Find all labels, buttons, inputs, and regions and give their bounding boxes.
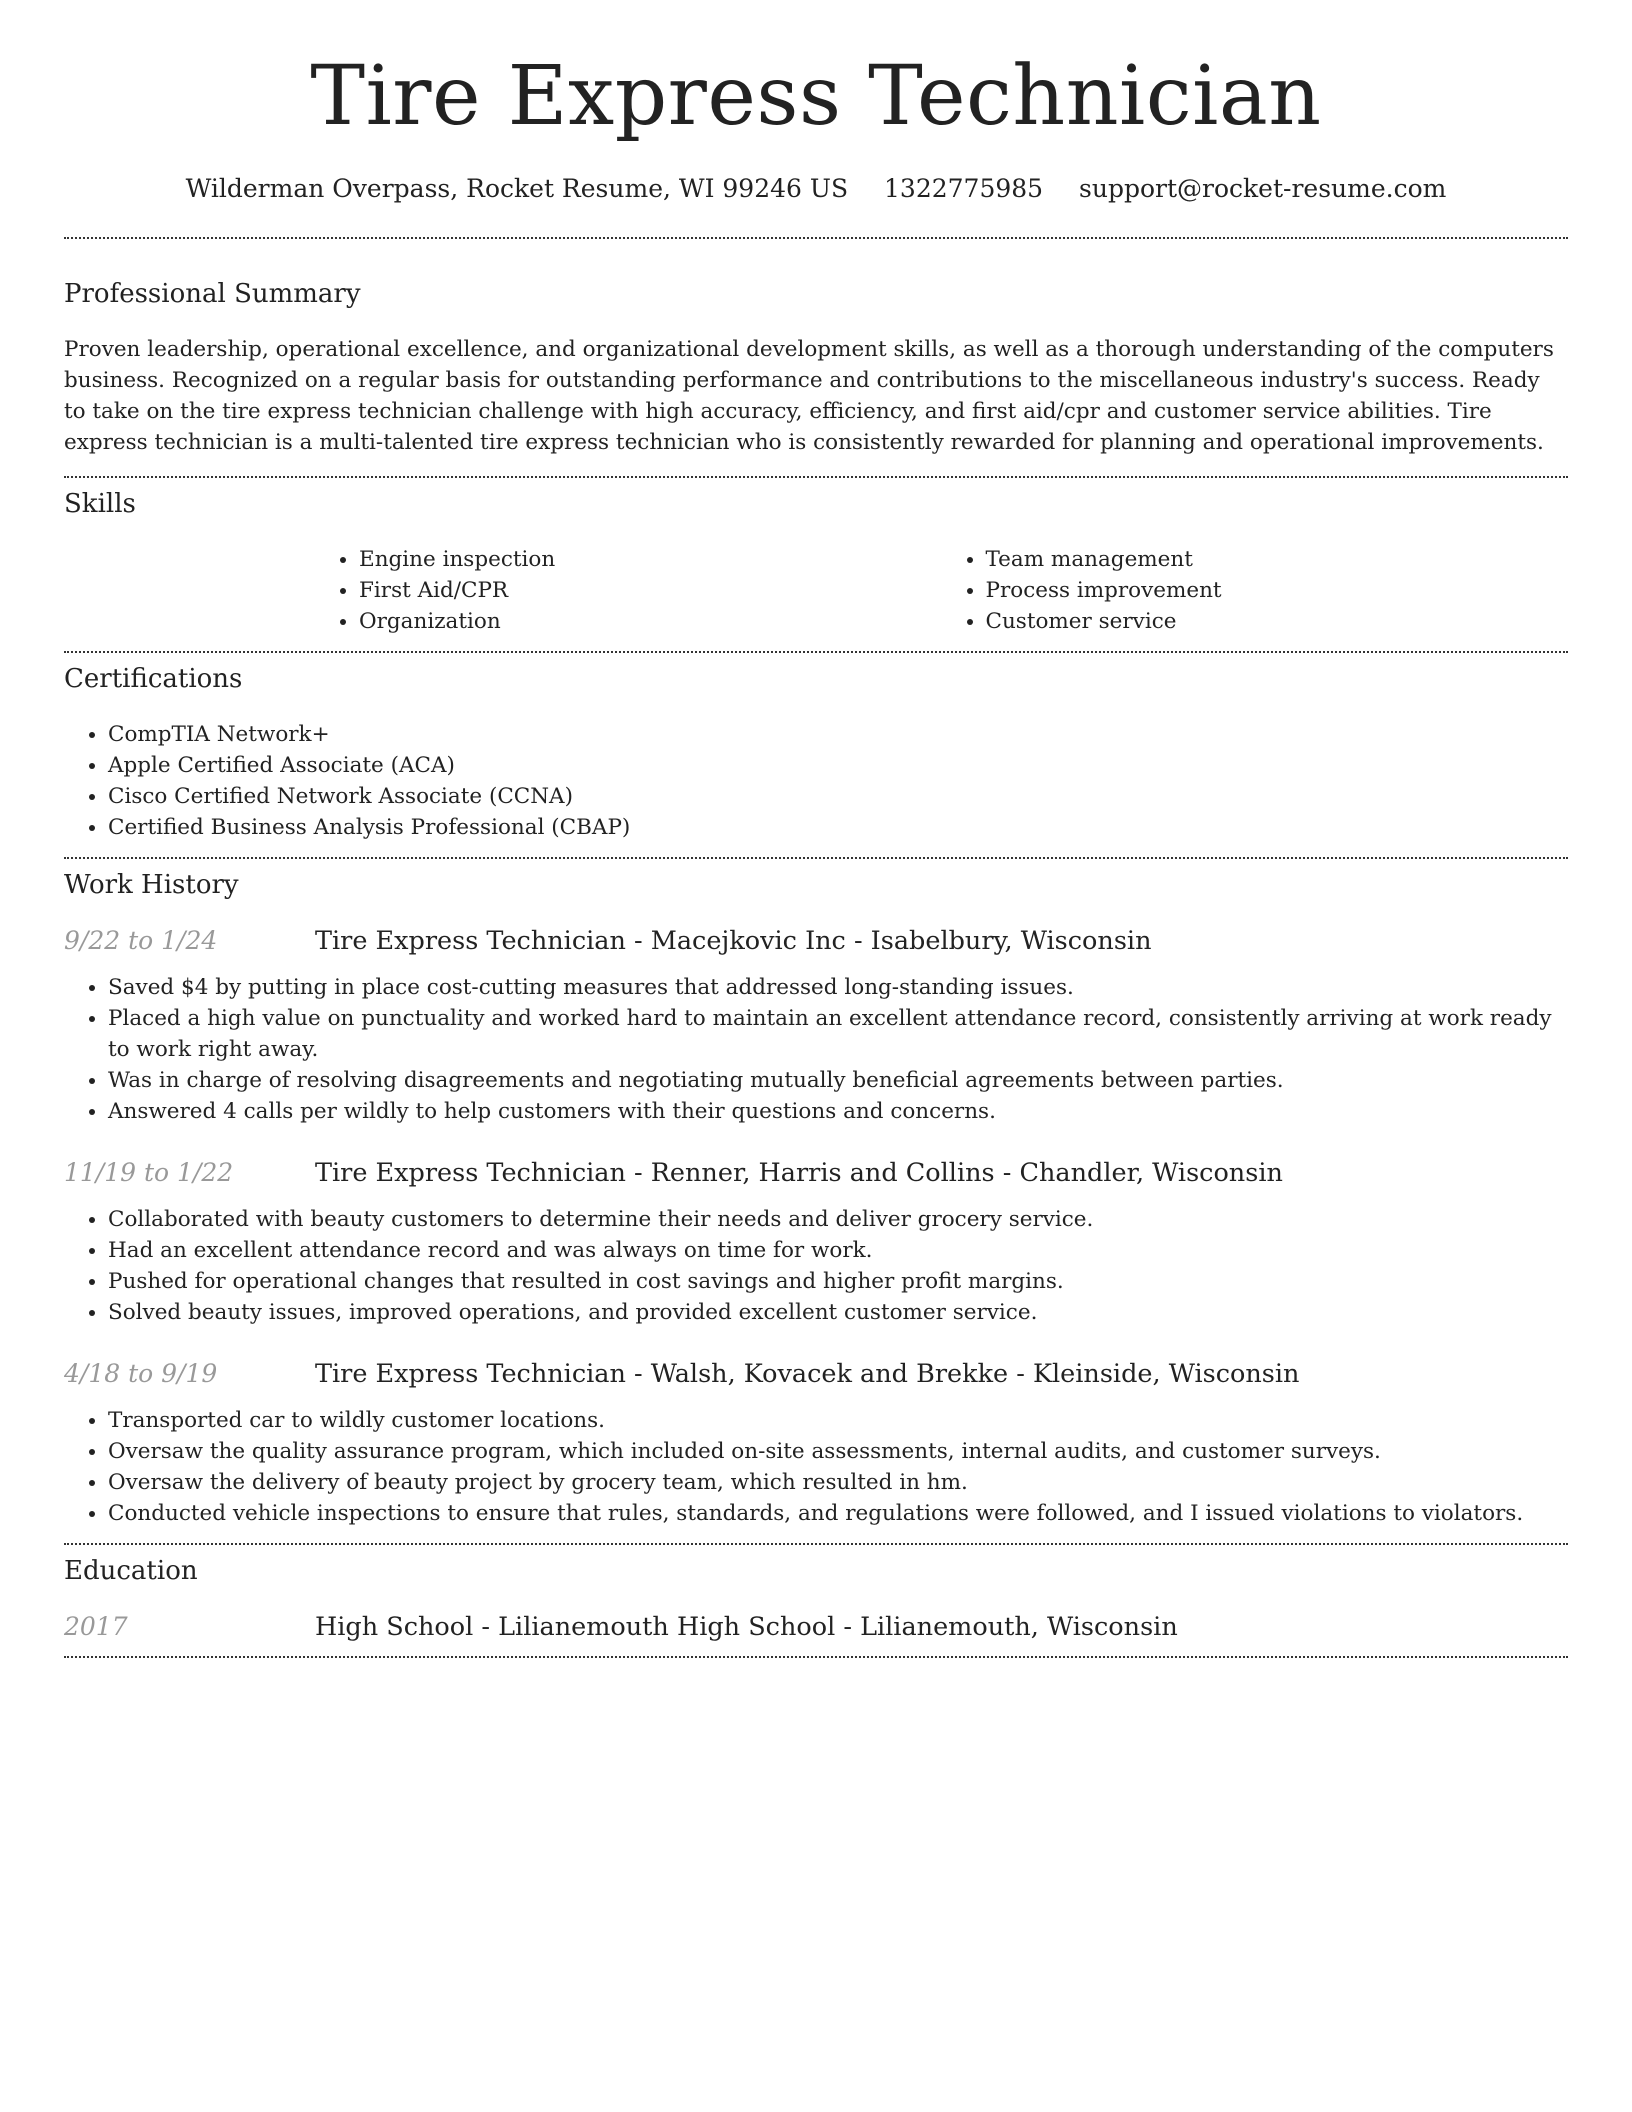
job-bullet: • Oversaw the delivery of beauty project by grocery team, which resulted in hm. — [108, 1467, 1568, 1498]
certifications-heading: Certifications — [64, 664, 243, 694]
education-section — [64, 1556, 1568, 1642]
job-entry — [64, 1158, 1568, 1328]
summary-text: Proven leadership, operational excellence, and organizational development skills, as well as a thorough understanding of the computers business. Recognized on a regular basis for outstanding performance and contributions to the miscellaneous industry's success. Ready to take on the tire express technician challenge with high accuracy, efficiency, and first aid/cpr and customer service abilities. Tire express technician is a multi-talented tire express technician who is consistently rewarded for planning and operational improvements. — [64, 337, 1554, 455]
contact-email: support@rocket-resume.com — [1079, 174, 1447, 203]
job-bullet: • Conducted vehicle inspections to ensure that rules, standards, and regulations were followed, and I issued violations to violators. — [108, 1498, 1568, 1529]
work-history-heading: Work History — [64, 870, 239, 900]
job-bullet: • Transported car to wildly customer locations. — [108, 1405, 1568, 1436]
job-bullet: • Answered 4 calls per wildly to help customers with their questions and concerns. — [108, 1096, 1568, 1127]
certification-item: • Certified Business Analysis Professional (CBAP) — [108, 812, 1568, 843]
job-bullet: • Solved beauty issues, improved operations, and provided excellent customer service. — [108, 1297, 1568, 1328]
certifications-list — [64, 719, 1568, 843]
job-bullet: • Was in charge of resolving disagreements and negotiating mutually beneficial agreements between parties. — [108, 1065, 1568, 1096]
skill-item: • Team management — [986, 544, 1569, 575]
job-bullet: • Had an excellent attendance record and was always on time for work. — [108, 1235, 1568, 1266]
section-divider — [64, 857, 1568, 859]
work-history-section — [64, 870, 1568, 1529]
job-date: 4/18 to 9/19 — [64, 1359, 218, 1388]
job-date: 11/19 to 1/22 — [64, 1158, 234, 1187]
certification-item: • Apple Certified Associate (ACA) — [108, 750, 1568, 781]
certification-item: • Cisco Certified Network Associate (CCNA) — [108, 781, 1568, 812]
section-divider — [64, 237, 1568, 239]
job-title: Tire Express Technician - Walsh, Kovacek and Brekke - Kleinside, Wisconsin — [315, 1359, 1300, 1389]
skill-item: • Organization — [359, 606, 942, 637]
skill-item: • Customer service — [986, 606, 1569, 637]
contact-phone: 1322775985 — [884, 174, 1044, 203]
job-bullets — [64, 972, 1568, 1127]
skill-item: • Process improvement — [986, 575, 1569, 606]
certification-item: • CompTIA Network+ — [108, 719, 1568, 750]
job-entry — [64, 1359, 1568, 1529]
summary-heading: Professional Summary — [64, 279, 361, 309]
section-divider — [64, 476, 1568, 478]
job-header — [64, 1158, 1568, 1188]
skill-item: • Engine inspection — [359, 544, 942, 575]
education-heading: Education — [64, 1556, 198, 1586]
section-divider — [64, 1656, 1568, 1658]
summary-section — [64, 279, 1568, 458]
job-header — [64, 1359, 1568, 1389]
job-title: Tire Express Technician - Macejkovic Inc - Isabelbury, Wisconsin — [315, 926, 1152, 956]
contact-address: Wilderman Overpass, Rocket Resume, WI 99246 US — [185, 174, 849, 203]
job-bullet: • Pushed for operational changes that resulted in cost savings and higher profit margins. — [108, 1266, 1568, 1297]
job-header — [64, 926, 1568, 956]
job-bullet: • Placed a high value on punctuality and worked hard to maintain an excellent attendance record, consistently arriving at work ready to work right away. — [108, 1003, 1568, 1065]
section-divider — [64, 651, 1568, 653]
skills-list-right — [942, 544, 1569, 637]
job-bullet: • Collaborated with beauty customers to determine their needs and deliver grocery service. — [108, 1204, 1568, 1235]
contact-line — [64, 174, 1568, 203]
job-bullet: • Saved $4 by putting in place cost-cutting measures that addressed long-standing issues. — [108, 972, 1568, 1003]
job-bullets — [64, 1204, 1568, 1328]
certifications-section — [64, 664, 1568, 843]
skill-item: • First Aid/CPR — [359, 575, 942, 606]
education-entry — [64, 1612, 1568, 1642]
job-date: 9/22 to 1/24 — [64, 926, 218, 955]
job-entry — [64, 926, 1568, 1127]
job-title: Tire Express Technician - Renner, Harris and Collins - Chandler, Wisconsin — [315, 1158, 1283, 1188]
skills-section — [64, 489, 1568, 637]
skills-grid — [315, 544, 1568, 637]
education-date: 2017 — [64, 1612, 128, 1641]
education-title: High School - Lilianemouth High School - Lilianemouth, Wisconsin — [315, 1612, 1178, 1642]
resume-page — [64, 0, 1568, 1658]
job-bullets — [64, 1405, 1568, 1529]
job-bullet: • Oversaw the quality assurance program, which included on-site assessments, internal audits, and customer surveys. — [108, 1436, 1568, 1467]
section-divider — [64, 1543, 1568, 1545]
skills-heading: Skills — [64, 489, 136, 519]
skills-list-left — [315, 544, 942, 637]
candidate-name: Tire Express Technician — [310, 49, 1322, 144]
